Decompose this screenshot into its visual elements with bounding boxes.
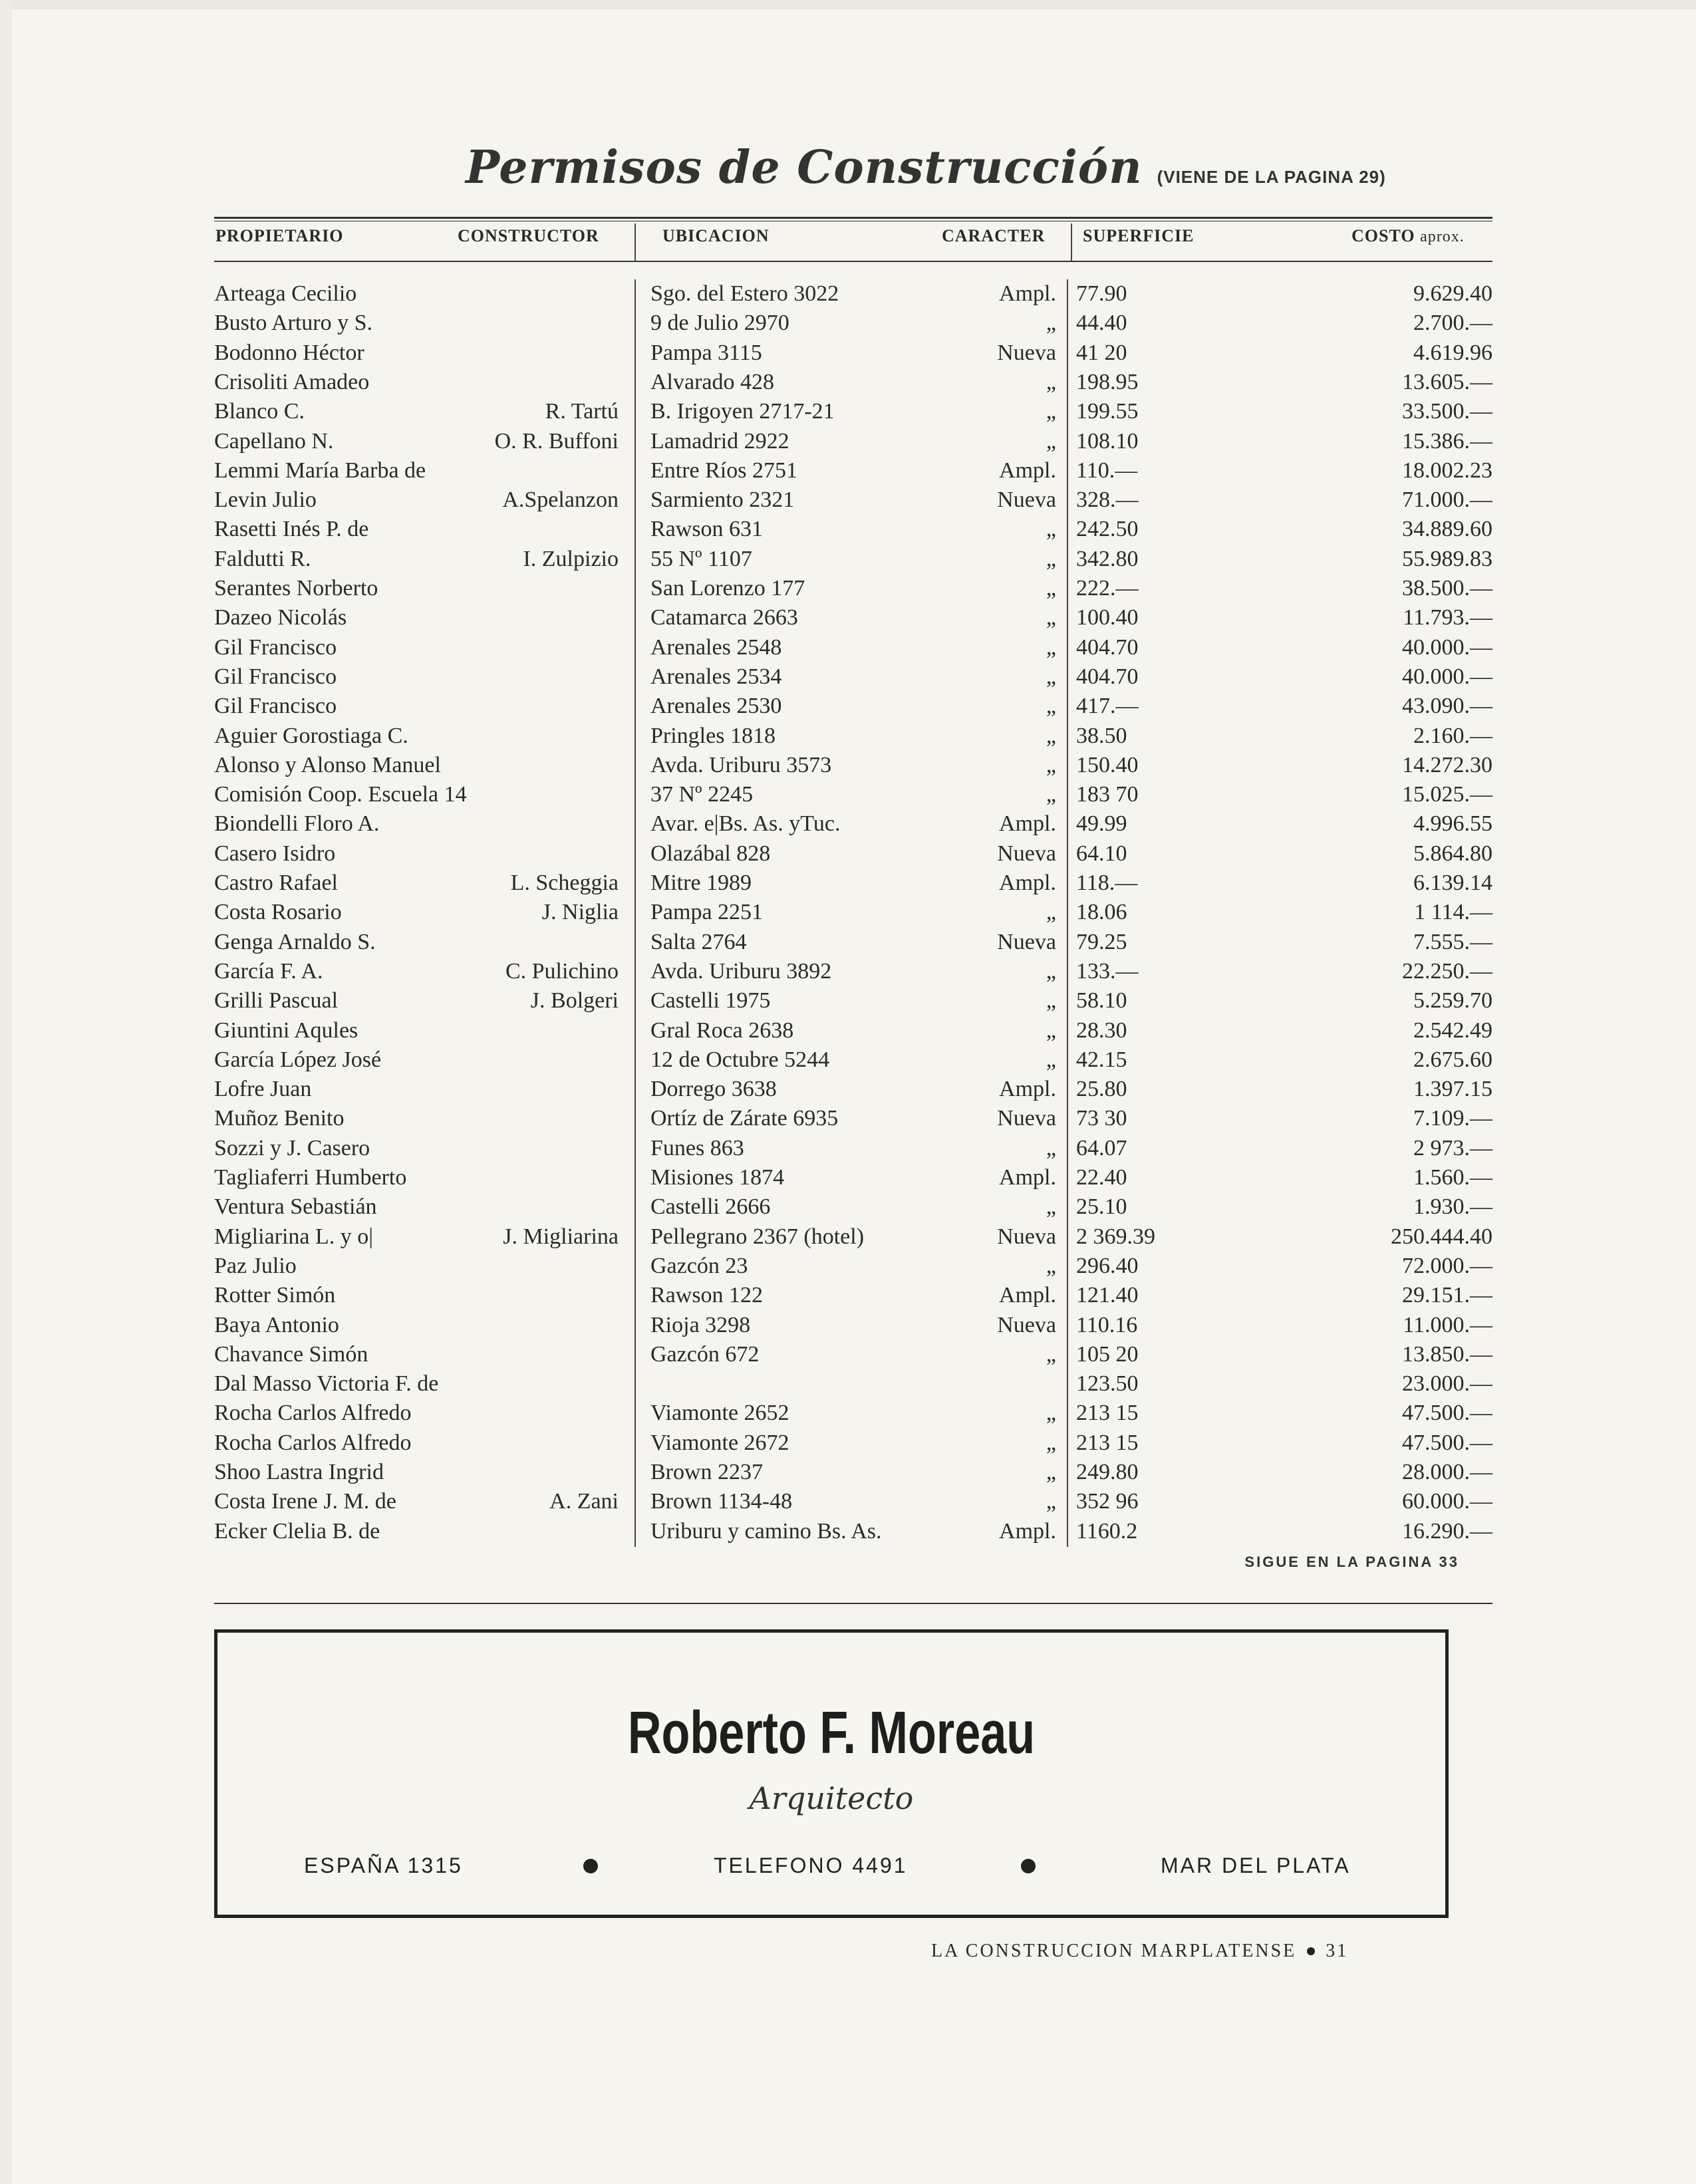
area-cell: 222.— [1076, 576, 1139, 601]
table-row [0, 1311, 1696, 1340]
type-cell: Nueva [997, 841, 1056, 866]
owner-cell: Rotter Simón [214, 1283, 336, 1308]
type-cell: „ [1046, 576, 1056, 601]
owner-cell: Busto Arturo y S. [214, 311, 373, 336]
owner-cell: Blanco C. [214, 399, 305, 424]
area-cell: 38.50 [1076, 723, 1127, 748]
table-row [0, 1016, 1696, 1045]
location-cell: B. Irigoyen 2717-21 [650, 399, 835, 424]
advertiser-profession: Arquitecto [749, 1780, 914, 1816]
builder-cell: J. Bolgeri [530, 988, 619, 1014]
table-row [0, 427, 1696, 456]
table-row [0, 397, 1696, 426]
location-cell: Pringles 1818 [650, 723, 776, 748]
owner-cell: Shoo Lastra Ingrid [214, 1460, 384, 1484]
table-row [0, 1340, 1696, 1369]
type-cell: „ [1046, 1460, 1056, 1484]
owner-cell: Comisión Coop. Escuela 14 [214, 782, 467, 807]
area-cell: 198.95 [1076, 369, 1139, 394]
type-cell: „ [1046, 1253, 1056, 1278]
table-row [0, 928, 1696, 957]
table-row [0, 1252, 1696, 1281]
owner-cell: Alonso y Alonso Manuel [214, 752, 441, 777]
cost-cell: 18.002.23 [1402, 458, 1492, 483]
table-row [0, 1163, 1696, 1192]
area-cell: 183 70 [1076, 782, 1139, 807]
location-cell: Pampa 3115 [650, 340, 762, 365]
location-cell: Sarmiento 2321 [650, 487, 795, 513]
table-row [0, 633, 1696, 662]
type-cell: Ampl. [999, 1165, 1056, 1190]
location-cell: Pellegrano 2367 (hotel) [650, 1224, 865, 1249]
location-cell: Gazcón 672 [650, 1341, 760, 1367]
table-row [0, 1222, 1696, 1252]
location-cell: Brown 1134-48 [650, 1489, 793, 1514]
owner-cell: Aguier Gorostiaga C. [214, 723, 408, 748]
location-cell: Arenales 2534 [650, 664, 782, 689]
costo-suffix: aprox. [1420, 228, 1465, 245]
table-row [0, 279, 1696, 309]
area-cell: 25.80 [1076, 1077, 1127, 1102]
table-row [0, 957, 1696, 986]
cost-cell: 43.090.— [1402, 694, 1492, 719]
cost-cell: 15.386.— [1402, 428, 1492, 454]
table-row [0, 986, 1696, 1016]
cost-cell: 22.250.— [1402, 958, 1492, 984]
cost-cell: 29.151.— [1402, 1283, 1492, 1308]
owner-cell: Costa Rosario [214, 900, 342, 925]
owner-cell: Paz Julio [214, 1253, 297, 1278]
location-cell: Gazcón 23 [650, 1253, 748, 1278]
column-header-constructor: CONSTRUCTOR [458, 226, 599, 245]
type-cell: Ampl. [999, 458, 1056, 483]
area-cell: 64.07 [1076, 1135, 1127, 1160]
type-cell: „ [1046, 311, 1056, 336]
area-cell: 404.70 [1076, 634, 1139, 660]
table-row [0, 1517, 1696, 1546]
owner-cell: Grilli Pascual [214, 988, 339, 1014]
builder-cell: C. Pulichino [505, 958, 619, 984]
advertiser-name: Roberto F. Moreau [627, 1700, 1036, 1766]
owner-cell: Chavance Simón [214, 1341, 368, 1367]
area-cell: 242.50 [1076, 517, 1139, 542]
owner-cell: Lofre Juan [214, 1077, 312, 1102]
owner-cell: Bodonno Héctor [214, 340, 364, 365]
area-cell: 123.50 [1076, 1371, 1139, 1397]
type-cell: Nueva [997, 340, 1056, 365]
table-row [0, 1369, 1696, 1399]
page-top-edge [0, 0, 1696, 9]
advertiser-city: MAR DEL PLATA [1161, 1853, 1351, 1877]
cost-cell: 250.444.40 [1391, 1224, 1492, 1249]
owner-cell: Costa Irene J. M. de [214, 1489, 396, 1514]
owner-cell: Ventura Sebastián [214, 1194, 377, 1220]
owner-cell: Muñoz Benito [214, 1106, 345, 1131]
cost-cell: 2.675.60 [1413, 1047, 1492, 1072]
cost-cell: 55.989.83 [1402, 546, 1492, 571]
type-cell: Nueva [997, 487, 1056, 513]
area-cell: 25.10 [1076, 1194, 1127, 1220]
location-cell: Uriburu y camino Bs. As. [650, 1518, 882, 1544]
owner-cell: Rocha Carlos Alfredo [214, 1401, 412, 1426]
owner-cell: Tagliaferri Humberto [214, 1165, 407, 1190]
owner-cell: Sozzi y J. Casero [214, 1135, 370, 1160]
location-cell: Rioja 3298 [650, 1312, 751, 1337]
area-cell: 42.15 [1076, 1047, 1127, 1072]
owner-cell: Castro Rafael [214, 871, 338, 895]
location-cell: 37 Nº 2245 [650, 782, 754, 807]
cost-cell: 5.864.80 [1413, 841, 1492, 866]
type-cell: Ampl. [999, 1518, 1056, 1544]
cost-cell: 7.555.— [1413, 929, 1492, 954]
column-divider-1 [635, 223, 636, 261]
bullet-dot [583, 1859, 598, 1873]
type-cell: „ [1046, 605, 1056, 630]
cost-cell: 15.025.— [1402, 782, 1492, 807]
cost-cell: 47.500.— [1402, 1430, 1492, 1455]
location-cell: Dorrego 3638 [650, 1077, 777, 1102]
area-cell: 18.06 [1076, 900, 1127, 925]
owner-cell: Dal Masso Victoria F. de [214, 1371, 439, 1397]
column-header-propietario: PROPIETARIO [215, 226, 344, 245]
type-cell: Ampl. [999, 281, 1056, 306]
builder-cell: L. Scheggia [510, 871, 619, 895]
cost-cell: 13.605.— [1402, 369, 1492, 394]
location-cell: Entre Ríos 2751 [650, 458, 797, 483]
cost-cell: 11.000.— [1403, 1312, 1492, 1337]
type-cell: „ [1046, 900, 1056, 925]
location-cell: Arenales 2530 [650, 694, 782, 719]
owner-cell: Genga Arnaldo S. [214, 929, 376, 954]
area-cell: 328.— [1076, 487, 1139, 513]
area-cell: 110.— [1076, 458, 1138, 483]
owner-cell: García López José [214, 1047, 382, 1072]
type-cell: „ [1046, 782, 1056, 807]
cost-cell: 33.500.— [1402, 399, 1492, 424]
table-row [0, 809, 1696, 839]
cost-cell: 1.930.— [1413, 1194, 1492, 1220]
owner-cell: Serantes Norberto [214, 576, 378, 601]
table-row [0, 869, 1696, 898]
header-top-rule [214, 217, 1492, 219]
table-row [0, 339, 1696, 368]
table-row [0, 1075, 1696, 1104]
table-row [0, 662, 1696, 692]
area-cell: 73 30 [1076, 1106, 1127, 1131]
type-cell: „ [1046, 399, 1056, 424]
type-cell: „ [1046, 958, 1056, 984]
area-cell: 79.25 [1076, 929, 1127, 954]
column-header-costo [1351, 226, 1465, 246]
table-row [0, 692, 1696, 721]
bullet-dot [1021, 1859, 1036, 1873]
type-cell: „ [1046, 694, 1056, 719]
owner-cell: Dazeo Nicolás [214, 605, 347, 630]
table-row [0, 603, 1696, 632]
owner-cell: Ecker Clelia B. de [214, 1518, 380, 1544]
type-cell: „ [1046, 1489, 1056, 1514]
table-row [0, 1399, 1696, 1428]
table-row [0, 1458, 1696, 1487]
type-cell: „ [1046, 988, 1056, 1014]
owner-cell: Faldutti R. [214, 546, 311, 571]
cost-cell: 60.000.— [1402, 1489, 1492, 1514]
column-header-superficie: SUPERFICIE [1083, 226, 1195, 245]
location-cell: Lamadrid 2922 [650, 428, 789, 454]
page-footer [931, 1941, 1348, 1962]
type-cell: „ [1046, 517, 1056, 542]
table-row [0, 898, 1696, 927]
column-header-ubicacion: UBICACION [662, 226, 770, 245]
owner-cell: García F. A. [214, 958, 323, 984]
owner-cell: Arteaga Cecilio [214, 281, 357, 306]
type-cell: Nueva [997, 1106, 1056, 1131]
column-header-caracter: CARACTER [942, 226, 1046, 245]
area-cell: 22.40 [1076, 1165, 1127, 1190]
cost-cell: 72.000.— [1402, 1253, 1492, 1278]
advertiser-phone: TELEFONO 4491 [714, 1853, 908, 1877]
type-cell: „ [1046, 1341, 1056, 1367]
table-row [0, 1281, 1696, 1310]
table-row [0, 309, 1696, 338]
area-cell: 41 20 [1076, 340, 1127, 365]
column-divider-2 [1071, 223, 1072, 261]
builder-cell: J. Migliarina [503, 1224, 619, 1249]
area-cell: 105 20 [1076, 1341, 1139, 1367]
owner-cell: Gil Francisco [214, 664, 337, 689]
cost-cell: 9.629.40 [1413, 281, 1492, 306]
location-cell: 9 de Julio 2970 [650, 311, 789, 336]
owner-cell: Gil Francisco [214, 634, 337, 660]
table-row [0, 1429, 1696, 1458]
cost-cell: 16.290.— [1402, 1518, 1492, 1544]
area-cell: 2 369.39 [1076, 1224, 1155, 1249]
owner-cell: Casero Isidro [214, 841, 336, 866]
page-heading [466, 141, 1386, 201]
location-cell: Olazábal 828 [650, 841, 771, 866]
area-cell: 404.70 [1076, 664, 1139, 689]
cost-cell: 7.109.— [1413, 1106, 1492, 1131]
location-cell: Ortíz de Zárate 6935 [650, 1106, 839, 1131]
cost-cell: 1.397.15 [1413, 1077, 1492, 1102]
area-cell: 133.— [1076, 958, 1139, 984]
type-cell: „ [1046, 634, 1056, 660]
type-cell: „ [1046, 752, 1056, 777]
type-cell: „ [1046, 1018, 1056, 1043]
table-row [0, 485, 1696, 515]
area-cell: 28.30 [1076, 1018, 1127, 1043]
type-cell: Ampl. [999, 811, 1056, 837]
cost-cell: 11.793.— [1403, 605, 1492, 630]
table-row [0, 1134, 1696, 1163]
table-row [0, 515, 1696, 544]
table-row [0, 751, 1696, 780]
table-row [0, 545, 1696, 574]
area-cell: 121.40 [1076, 1283, 1139, 1308]
area-cell: 49.99 [1076, 811, 1127, 837]
type-cell: „ [1046, 1135, 1056, 1160]
type-cell: „ [1046, 1401, 1056, 1426]
page-title: Permisos de Construcción [466, 141, 1143, 194]
cost-cell: 47.500.— [1402, 1401, 1492, 1426]
cost-cell: 1 114.— [1414, 900, 1492, 925]
costo-label: COSTO [1351, 226, 1415, 245]
type-cell: „ [1046, 664, 1056, 689]
type-cell: „ [1046, 723, 1056, 748]
cost-cell: 5.259.70 [1413, 988, 1492, 1014]
table-row [0, 574, 1696, 603]
header-bottom-rule [214, 261, 1492, 262]
location-cell: Arenales 2548 [650, 634, 782, 660]
advertiser-address: ESPAÑA 1315 [304, 1853, 463, 1877]
builder-cell: R. Tartú [545, 399, 619, 424]
owner-cell: Giuntini Aqules [214, 1018, 358, 1043]
area-cell: 352 96 [1076, 1489, 1139, 1514]
owner-cell: Crisoliti Amadeo [214, 369, 370, 394]
cost-cell: 34.889.60 [1402, 517, 1492, 542]
cost-cell: 14.272.30 [1402, 752, 1492, 777]
cost-cell: 1.560.— [1413, 1165, 1492, 1190]
location-cell: Avda. Uriburu 3892 [650, 958, 832, 984]
cost-cell: 28.000.— [1402, 1460, 1492, 1484]
location-cell: Rawson 631 [650, 517, 764, 542]
cost-cell: 71.000.— [1402, 487, 1492, 513]
cost-cell: 4.996.55 [1413, 811, 1492, 837]
cost-cell: 6.139.14 [1413, 871, 1492, 895]
area-cell: 249.80 [1076, 1460, 1139, 1484]
location-cell: Brown 2237 [650, 1460, 764, 1484]
type-cell: Nueva [997, 929, 1056, 954]
area-cell: 150.40 [1076, 752, 1139, 777]
owner-cell: Migliarina L. y o| [214, 1224, 374, 1249]
area-cell: 44.40 [1076, 311, 1127, 336]
location-cell: Pampa 2251 [650, 900, 764, 925]
cost-cell: 13.850.— [1402, 1341, 1492, 1367]
type-cell: „ [1046, 369, 1056, 394]
area-cell: 1160.2 [1076, 1518, 1138, 1544]
type-cell: „ [1046, 1194, 1056, 1220]
type-cell: Nueva [997, 1312, 1056, 1337]
cost-cell: 2 973.— [1413, 1135, 1492, 1160]
cost-cell: 2.160.— [1413, 723, 1492, 748]
location-cell: Avda. Uriburu 3573 [650, 752, 832, 777]
location-cell: Salta 2764 [650, 929, 747, 954]
area-cell: 77.90 [1076, 281, 1127, 306]
type-cell: „ [1046, 428, 1056, 454]
owner-cell: Levin Julio [214, 487, 317, 513]
location-cell: Rawson 122 [650, 1283, 764, 1308]
builder-cell: J. Niglia [541, 900, 619, 925]
cost-cell: 23.000.— [1402, 1371, 1492, 1397]
continuation-note: SIGUE EN LA PAGINA 33 [1244, 1554, 1459, 1570]
type-cell: „ [1046, 1430, 1056, 1455]
area-cell: 108.10 [1076, 428, 1139, 454]
table-row [0, 456, 1696, 485]
table-row [0, 722, 1696, 751]
owner-cell: Biondelli Floro A. [214, 811, 380, 837]
area-cell: 110.16 [1076, 1312, 1138, 1337]
location-cell: Sgo. del Estero 3022 [650, 281, 839, 306]
location-cell: 12 de Octubre 5244 [650, 1047, 830, 1072]
owner-cell: Capellano N. [214, 428, 334, 454]
area-cell: 58.10 [1076, 988, 1127, 1014]
table-row [0, 1192, 1696, 1222]
type-cell: „ [1046, 1047, 1056, 1072]
owner-cell: Rasetti Inés P. de [214, 517, 369, 542]
area-cell: 213 15 [1076, 1401, 1139, 1426]
area-cell: 64.10 [1076, 841, 1127, 866]
table-row [0, 368, 1696, 397]
area-cell: 100.40 [1076, 605, 1139, 630]
location-cell: Avar. e|Bs. As. yTuc. [650, 811, 841, 837]
builder-cell: A. Zani [549, 1489, 619, 1514]
table-row [0, 1104, 1696, 1133]
builder-cell: O. R. Buffoni [494, 428, 619, 454]
table-row [0, 780, 1696, 809]
builder-cell: A.Spelanzon [502, 487, 619, 513]
table-row [0, 1487, 1696, 1516]
cost-cell: 4.619.96 [1413, 340, 1492, 365]
type-cell: Nueva [997, 1224, 1056, 1249]
builder-cell: I. Zulpizio [523, 546, 619, 571]
owner-cell: Baya Antonio [214, 1312, 339, 1337]
location-cell: Viamonte 2672 [650, 1430, 789, 1455]
cost-cell: 2.700.— [1413, 311, 1492, 336]
location-cell: Mitre 1989 [650, 871, 752, 895]
location-cell: Misiones 1874 [650, 1165, 785, 1190]
cost-cell: 40.000.— [1402, 634, 1492, 660]
area-cell: 213 15 [1076, 1430, 1139, 1455]
continuation-from-note: (VIENE DE LA PAGINA 29) [1157, 167, 1386, 187]
location-cell: Castelli 2666 [650, 1194, 771, 1220]
area-cell: 296.40 [1076, 1253, 1139, 1278]
area-cell: 199.55 [1076, 399, 1139, 424]
location-cell: 55 Nº 1107 [650, 546, 752, 571]
cost-cell: 38.500.— [1402, 576, 1492, 601]
owner-cell: Gil Francisco [214, 694, 337, 719]
cost-cell: 40.000.— [1402, 664, 1492, 689]
type-cell: Ampl. [999, 1283, 1056, 1308]
location-cell: Catamarca 2663 [650, 605, 798, 630]
area-cell: 118.— [1076, 871, 1138, 895]
area-cell: 342.80 [1076, 546, 1139, 571]
location-cell: Viamonte 2652 [650, 1401, 789, 1426]
type-cell: Ampl. [999, 871, 1056, 895]
ad-top-rule [214, 1603, 1492, 1604]
publication-name: LA CONSTRUCCION MARPLATENSE [931, 1941, 1297, 1961]
owner-cell: Lemmi María Barba de [214, 458, 426, 483]
table-row [0, 839, 1696, 869]
footer-bullet [1307, 1947, 1315, 1955]
owner-cell: Rocha Carlos Alfredo [214, 1430, 412, 1455]
location-cell: Funes 863 [650, 1135, 744, 1160]
cost-cell: 2.542.49 [1413, 1018, 1492, 1043]
location-cell: Gral Roca 2638 [650, 1018, 794, 1043]
area-cell: 417.— [1076, 694, 1139, 719]
table-row [0, 1045, 1696, 1075]
location-cell: Alvarado 428 [650, 369, 775, 394]
type-cell: „ [1046, 546, 1056, 571]
location-cell: San Lorenzo 177 [650, 576, 805, 601]
page-number: 31 [1326, 1941, 1349, 1961]
type-cell: Ampl. [999, 1077, 1056, 1102]
advertisement [214, 1629, 1449, 1918]
location-cell: Castelli 1975 [650, 988, 771, 1014]
